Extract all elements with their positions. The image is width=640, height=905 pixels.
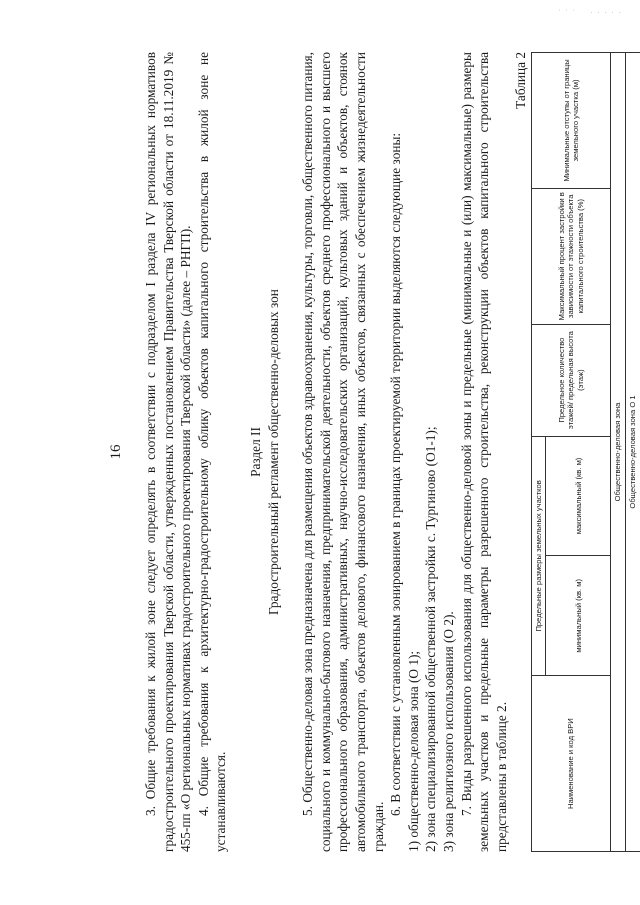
header-min: минимальный (кв. м) [546, 556, 611, 676]
table-2 [531, 52, 640, 852]
header-setback: Минимальные отступы от границы земельного участка (м) [531, 53, 611, 189]
header-plot-sizes: Предельные размеры земельных участков [531, 436, 546, 676]
paragraph-5: 5. Общественно-деловая зона предназначена для размещения объектов здравоохранения, культуры, торговли, общественного питания, социального и коммунально-бытового назначения, предпринимательской деятельности, объектов среднего профессионального и высшего профессионального образования, административных, научно-исследовательских организаций, культовых зданий и объектов, стоянок автомобильного транспорта, объектов делового, финансового назначения, иных объектов, связанных с обеспечением жизнедеятельности граждан. [300, 52, 386, 852]
header-max: максимальный (кв. м) [546, 436, 611, 556]
table-row-zone: Общественно-деловая зона [611, 53, 626, 852]
list-item-2: 2) зона специализированной общественной застройки с. Тургиново (О1-1); [423, 426, 439, 852]
header-floors: Предельное количество этажей/ предельная высота (этаж) [531, 324, 611, 436]
section-title: Раздел II [247, 427, 263, 477]
list-item-1: 1) общественно-деловая зона (О 1); [405, 650, 421, 852]
paragraph-7: 7. Виды разрешенного использования для общественно-деловой зоны и предельные (минимальные и (или) максимальные) размеры земельных участков и предельные параметры разрешенного строительства, реконструкции объектов капитального строительства представлены в таблице 2. [458, 52, 509, 852]
page-number: 16 [108, 444, 124, 460]
paragraph-3: 3. Общие требования к жилой зоне следует определять в соответствии с подразделом I раздела IV региональных нормативов градостроительного проектирования Тверской области, утвержденных постановлением Правительства Тверской области от 18.11.2019 № 455-пп «О региональных нормативах градостроительного проектирования Тверской области» (далее – РНГП). [143, 52, 194, 852]
paragraph-4: 4. Общие требования к архитектурно-градостроительному облику объектов капитального строительства в жилой зоне не устанавливаются. [195, 52, 229, 852]
table-row-subzone: Общественно-деловая зона О 1 [626, 53, 640, 852]
scan-artifact: · · · . . . . . [558, 6, 622, 15]
rotated-page-content [100, 22, 638, 882]
table-caption: Таблица 2 [513, 52, 529, 109]
list-item-3: 3) зона религиозного использования (О 2). [440, 611, 456, 852]
header-coverage: Максимальный процент застройки в зависимости от этажности объекта капитального строительства (%) [531, 188, 611, 324]
section-subtitle: Градостроительный регламент общественно-деловых зон [265, 289, 281, 615]
document-body [142, 52, 640, 852]
header-name: Наименование и код ВРИ [531, 676, 611, 852]
paragraph-6: 6. В соответствии с установленным зонированием в границах проектируемой территории выделяются следующие зоны: [388, 132, 404, 816]
